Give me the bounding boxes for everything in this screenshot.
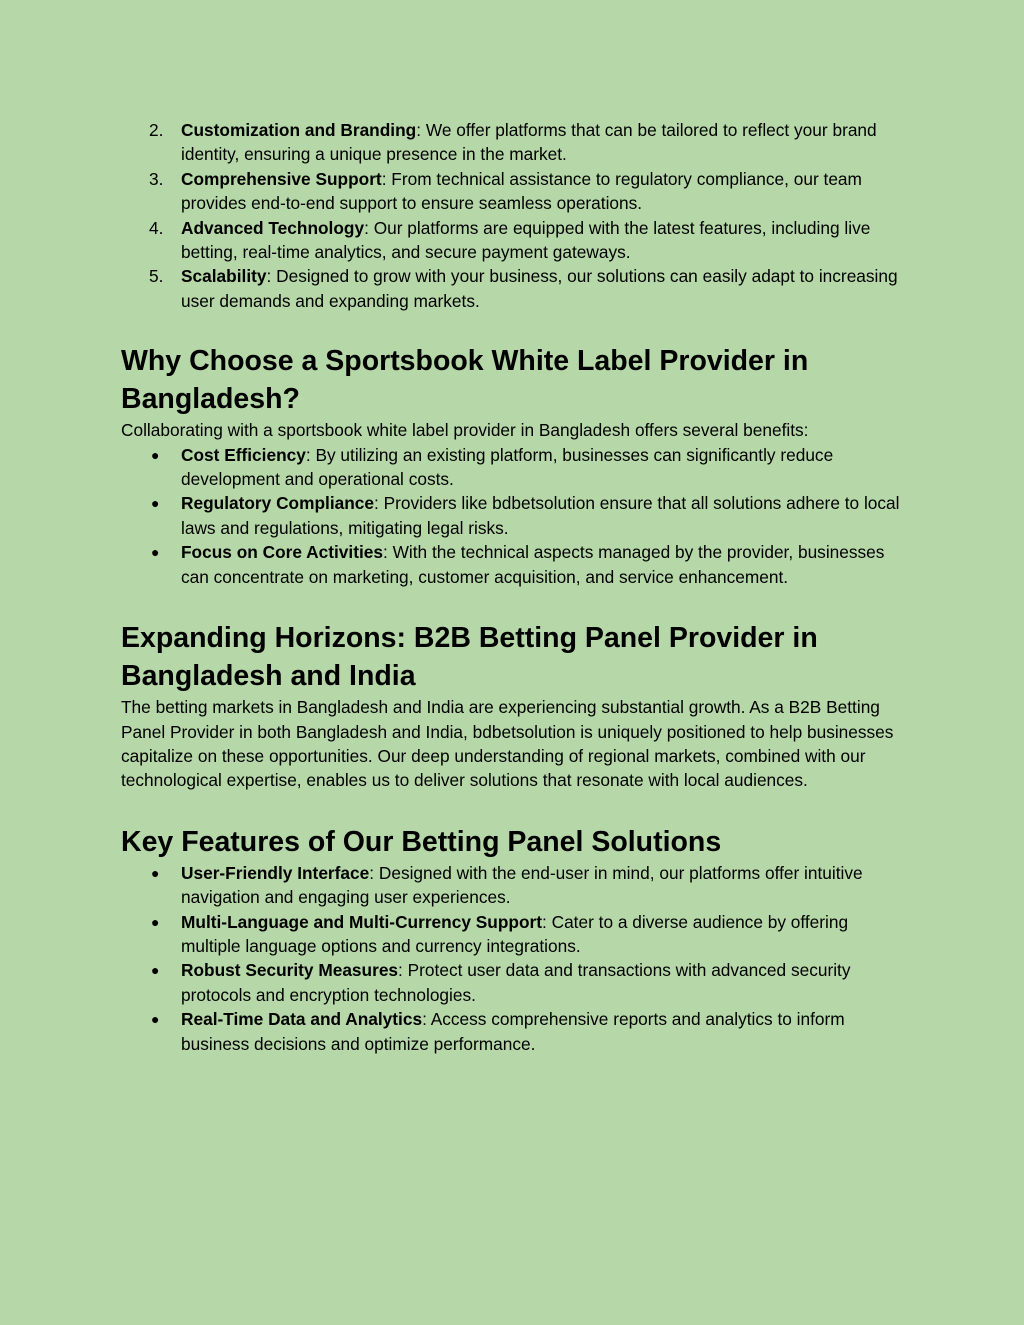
bullet-icon: ●	[151, 495, 160, 512]
bullet-icon: ●	[151, 962, 160, 979]
features-bullet-list	[121, 861, 911, 1056]
benefits-numbered-list	[121, 118, 911, 313]
section-paragraph: The betting markets in Bangladesh and India are experiencing substantial growth. As a B2B Betting Panel Provider in both Bangladesh and India, bdbetsolution is uniquely positioned to help businesses capitalize on these opportunities. Our deep understanding of regional markets, combined with our technological expertise, enables us to deliver solutions that resonate with local audiences.	[121, 697, 894, 791]
item-text: : By utilizing an existing platform, businesses can significantly reduce development and operational costs.	[181, 444, 834, 490]
item-text: : We offer platforms that can be tailored to reflect your brand identity, ensuring a unique presence in the market.	[181, 120, 877, 165]
bullet-icon: ●	[151, 544, 160, 561]
bullet-icon: ●	[151, 1011, 160, 1028]
why-choose-bullet-list	[121, 443, 911, 589]
bullet-icon: ●	[151, 864, 160, 881]
item-term: Focus on Core Activities	[181, 542, 383, 563]
bullet-icon: ●	[151, 446, 160, 463]
list-item	[121, 118, 911, 167]
list-item	[121, 264, 911, 313]
item-text: : Access comprehensive reports and analytics to inform business decisions and optimize performance.	[181, 1009, 845, 1054]
item-text: : With the technical aspects managed by the provider, businesses can concentrate on marketing, customer acquisition, and service enhancement.	[181, 542, 885, 587]
item-term: Multi-Language and Multi-Currency Support	[181, 911, 542, 932]
bullet-icon: ●	[151, 913, 160, 930]
item-text: : Designed with the end-user in mind, our platforms offer intuitive navigation and engaging user experiences.	[181, 862, 863, 908]
item-term: Comprehensive Support	[181, 168, 382, 189]
list-item	[121, 540, 911, 589]
item-term: Cost Efficiency	[181, 444, 306, 465]
list-item	[121, 491, 911, 540]
item-term: Scalability	[181, 266, 267, 287]
list-item	[121, 216, 911, 265]
list-number: 3.	[149, 168, 164, 189]
list-number: 5.	[149, 266, 164, 287]
item-text: : From technical assistance to regulatory compliance, our team provides end-to-end support to ensure seamless operations.	[181, 168, 862, 214]
list-item	[121, 861, 911, 910]
section-heading-key-features: Key Features of Our Betting Panel Solutions	[121, 825, 722, 858]
list-number: 2.	[149, 120, 164, 140]
item-text: : Designed to grow with your business, our solutions can easily adapt to increasing user demands and expanding markets.	[181, 266, 898, 311]
item-text: : Our platforms are equipped with the latest features, including live betting, real-time analytics, and secure payment gateways.	[181, 217, 871, 263]
list-item	[121, 1007, 911, 1056]
list-item	[121, 958, 911, 1007]
item-text: : Cater to a diverse audience by offering multiple language options and currency integrations.	[181, 911, 849, 956]
item-term: Robust Security Measures	[181, 960, 399, 981]
list-item	[121, 910, 911, 959]
item-term: User-Friendly Interface	[181, 862, 370, 883]
item-term: Real-Time Data and Analytics	[181, 1009, 423, 1030]
list-item	[121, 167, 911, 216]
section-heading-why-choose: Why Choose a Sportsbook White Label Provider in Bangladesh?	[121, 345, 809, 416]
section-intro: Collaborating with a sportsbook white label provider in Bangladesh offers several benefits:	[121, 420, 809, 441]
document-content	[121, 118, 911, 1056]
item-term: Regulatory Compliance	[181, 493, 375, 514]
item-text: : Protect user data and transactions with advanced security protocols and encryption technologies.	[181, 960, 851, 1005]
item-text: : Providers like bdbetsolution ensure that all solutions adhere to local laws and regulations, mitigating legal risks.	[181, 493, 900, 538]
list-item	[121, 443, 911, 492]
item-term: Advanced Technology	[181, 217, 365, 238]
section-heading-expanding-horizons: Expanding Horizons: B2B Betting Panel Provider in Bangladesh and India	[121, 622, 818, 693]
list-number: 4.	[149, 217, 164, 238]
item-term: Customization and Branding	[181, 120, 417, 140]
